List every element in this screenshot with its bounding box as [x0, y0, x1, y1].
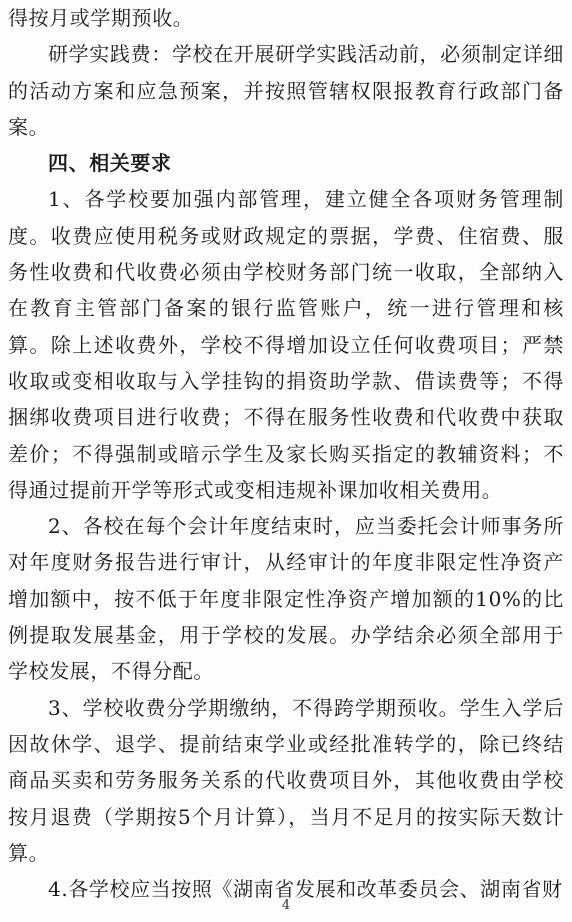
page-number: 4	[281, 898, 291, 913]
paragraph-study-practice-fee: 研学实践费：学校在开展研学实践活动前，必须制定详细的活动方案和应急预案，并按照管辖权限报教育行政部门备案。	[8, 42, 564, 139]
paragraph-requirement-4: 4.各学校应当按照《湖南省发展和改革委员会、湖南省财	[48, 877, 563, 902]
paragraph-continuation: 得按月或学期预收。	[8, 6, 194, 30]
document-body	[8, 0, 564, 907]
paragraph-requirement-2: 2、各校在每个会计年度结束时，应当委托会计师事务所对年度财务报告进行审计，从经审计的年度非限定性净资产增加额中，按不低于年度非限定性净资产增加额的10%的比例提取发展基金，用于学校的发展。办学结余必须全部用于学校发展，不得分配。	[8, 514, 564, 684]
paragraph-requirement-3: 3、学校收费分学期缴纳，不得跨学期预收。学生入学后因故休学、退学、提前结束学业或经批准转学的，除已终结商品买卖和劳务服务关系的代收费项目外，其他收费由学校按月退费（学期按5个月计算），当月不足月的按实际天数计算。	[8, 695, 564, 865]
section-heading-requirements: 四、相关要求	[48, 151, 172, 176]
paragraph-requirement-1: 1、各学校要加强内部管理，建立健全各项财务管理制度。收费应使用税务或财政规定的票据，学费、住宿费、服务性收费和代收费必须由学校财务部门统一收取，全部纳入在教育主管部门备案的银行监管账户，统一进行管理和核算。除上述收费外，学校不得增加设立任何收费项目；严禁收取或变相收取与入学挂钩的捐资助学款、借读费等；不得捆绑收费项目进行收费；不得在服务性收费和代收费中获取差价；不得强制或暗示学生及家长购买指定的教辅资料；不得通过提前开学等形式或变相违规补课加收相关费用。	[8, 187, 564, 502]
